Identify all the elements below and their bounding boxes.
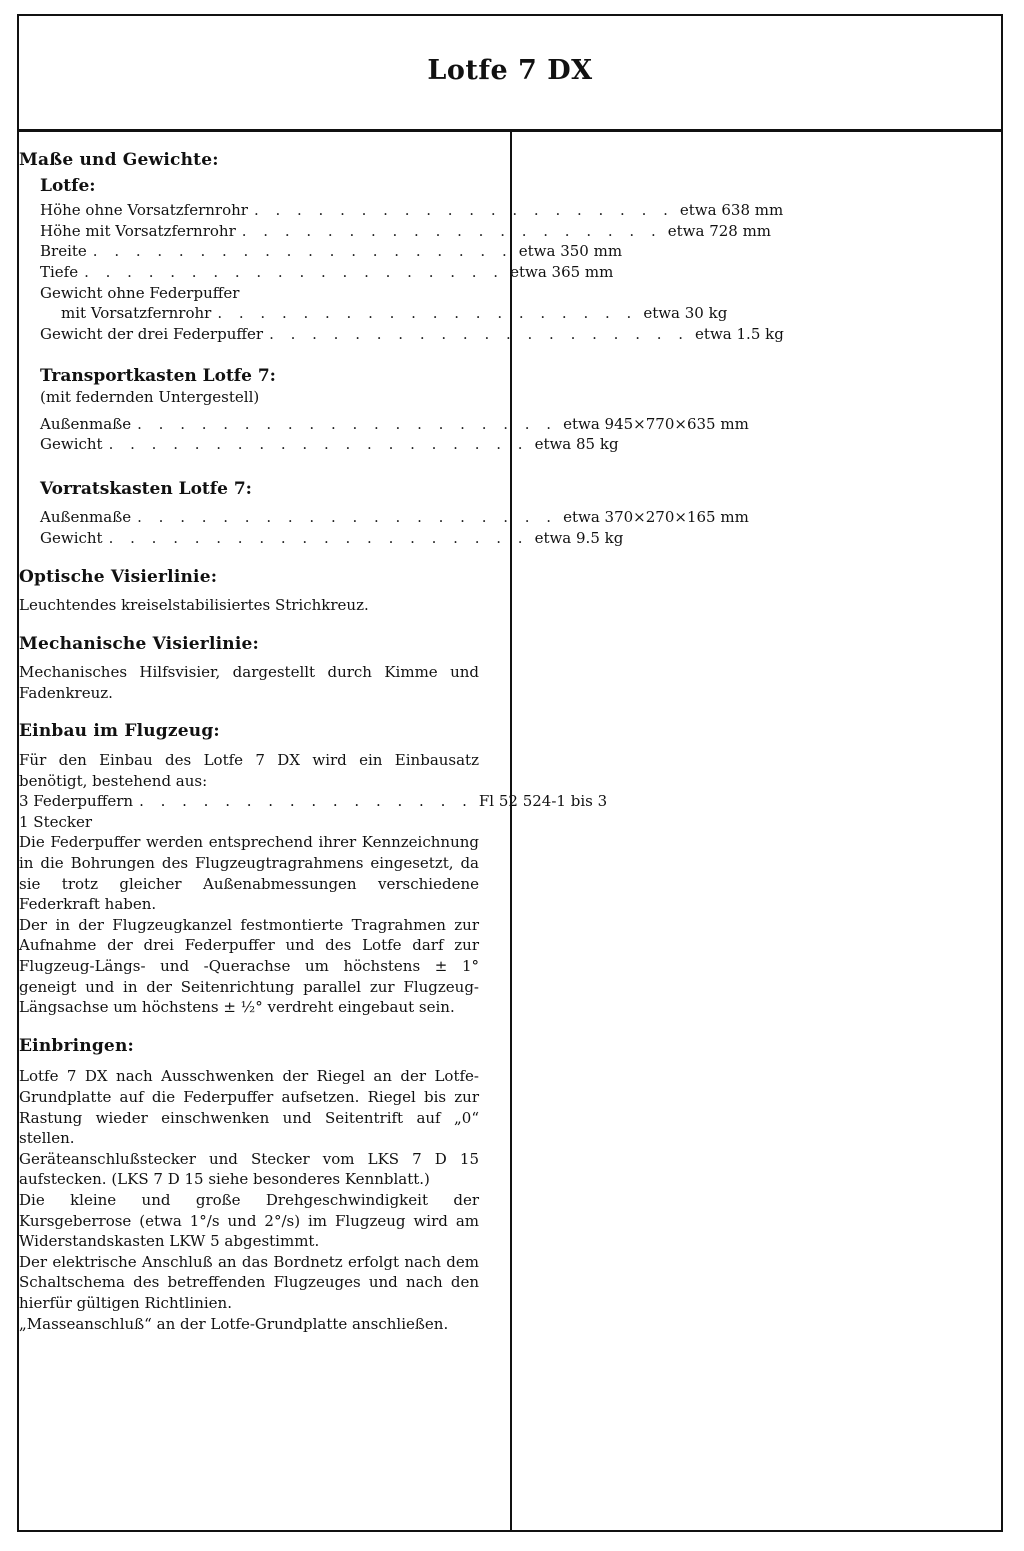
spec-label: Höhe ohne Vorsatzfernrohr xyxy=(40,201,248,220)
leader-dots: . . . . . . . . . . . . . . . . . . . . xyxy=(108,528,529,547)
heading-transportkasten: Transportkasten Lotfe 7: xyxy=(40,366,276,387)
weight-line: Gewicht ohne Federpuffer xyxy=(40,283,240,302)
einbringen-paragraph: Der elektrische Anschluß an das Bordnetz erfolgt nach dem Schaltschema des betreffenden Flugzeuges und nach den hierfür gültigen Richtlinien. xyxy=(19,1252,479,1312)
part-value: Fl 52 524-1 bis 3 xyxy=(478,792,608,811)
einbau-paragraph: Die Federpuffer werden entsprechend ihrer Kennzeichnung in die Bohrungen des Flugzeugtragrahmens eingesetzt, da sie trotz gleicher Außenabmessungen verschiedene Federkraft haben. xyxy=(19,833,479,914)
spec-row xyxy=(40,241,623,262)
spec-label: mit Vorsatzfernrohr xyxy=(61,304,212,323)
spec-value: etwa 85 kg xyxy=(534,435,619,454)
spec-value: etwa 9.5 kg xyxy=(534,528,624,547)
spec-value: etwa 728 mm xyxy=(667,221,772,240)
leader-dots: . . . . . . . . . . . . . . . . . . . . xyxy=(137,508,558,527)
page-title: Lotfe 7 DX xyxy=(427,55,593,86)
spec-value: etwa 350 mm xyxy=(518,242,623,261)
einbringen-paragraph: Lotfe 7 DX nach Ausschwenken der Riegel an der Lotfe-Grundplatte auf die Federpuffer aufsetzen. Riegel bis zur Rastung wieder einschwenken und Seitentrift auf „0“ stellen. xyxy=(19,1067,479,1148)
spec-row xyxy=(40,324,784,345)
left-column xyxy=(19,150,784,1334)
einbau-intro: Für den Einbau des Lotfe 7 DX wird ein Einbausatz benötigt, bestehend aus: xyxy=(19,751,479,790)
spec-row xyxy=(40,303,728,324)
leader-dots: . . . . . . . . . . . . . . . . . . . . xyxy=(241,221,662,240)
leader-dots: . . . . . . . . . . . . . . . . xyxy=(139,792,473,811)
heading-masse: Maße und Gewichte: xyxy=(19,150,219,170)
einbringen-paragraph: „Masseanschluß“ an der Lotfe-Grundplatte anschließen. xyxy=(19,1314,449,1333)
part-line: 1 Stecker xyxy=(19,812,93,831)
spec-label: Gewicht der drei Federpuffer xyxy=(40,324,264,343)
spec-row xyxy=(40,200,784,221)
heading-mechanische-visierlinie: Mechanische Visierlinie: xyxy=(19,633,259,654)
title-band xyxy=(19,16,1001,132)
spec-value: etwa 1.5 kg xyxy=(695,324,784,343)
spec-label: Höhe mit Vorsatzfernrohr xyxy=(40,221,236,240)
parts-row xyxy=(19,791,608,812)
spec-row xyxy=(40,528,624,549)
transport-note: (mit federnden Untergestell) xyxy=(40,387,260,406)
einbringen-paragraph: Geräteanschlußstecker und Stecker vom LKS 7 D 15 aufstecken. (LKS 7 D 15 siehe besonderes Kennblatt.) xyxy=(19,1149,479,1189)
spec-label: Außenmaße xyxy=(40,414,132,433)
spec-value: etwa 370×270×165 mm xyxy=(563,508,749,527)
spec-label: Tiefe xyxy=(40,262,79,281)
leader-dots: . . . . . . . . . . . . . . . . . . . . xyxy=(137,414,558,433)
spec-label: Gewicht xyxy=(40,528,103,547)
spec-value: etwa 30 kg xyxy=(643,304,728,323)
leader-dots: . . . . . . . . . . . . . . . . . . . . xyxy=(92,242,513,261)
heading-optische-visierlinie: Optische Visierlinie: xyxy=(19,566,218,587)
heading-lotfe: Lotfe: xyxy=(40,175,96,196)
spec-value: etwa 638 mm xyxy=(679,201,784,220)
spec-row xyxy=(40,221,772,242)
heading-einbau: Einbau im Flugzeug: xyxy=(19,721,220,742)
leader-dots: . . . . . . . . . . . . . . . . . . . . xyxy=(269,324,690,343)
spec-value: etwa 365 mm xyxy=(510,262,614,281)
spec-label: Breite xyxy=(40,242,87,261)
leader-dots: . . . . . . . . . . . . . . . . . . . . xyxy=(253,201,674,220)
leader-dots: . . . . . . . . . . . . . . . . . . . . xyxy=(108,435,529,454)
heading-einbringen: Einbringen: xyxy=(19,1035,134,1056)
spec-row xyxy=(40,434,619,455)
einbau-paragraph: Der in der Flugzeugkanzel festmontierte Tragrahmen zur Aufnahme der drei Federpuffer und des Lotfe darf zur Flugzeug-Längs- und -Querachse um höchstens ± 1° geneigt und in der Seitenrichtung parallel zur Flugzeug-Längsachse um höchstens ± ½° verdreht eingebaut sein. xyxy=(19,915,479,1017)
spec-row xyxy=(40,262,614,283)
optische-text: Leuchtendes kreiselstabilisiertes Strichkreuz. xyxy=(19,596,369,615)
spec-label: Außenmaße xyxy=(40,508,132,527)
mechanische-text: Mechanisches Hilfsvisier, dargestellt durch Kimme und Fadenkreuz. xyxy=(19,663,479,702)
part-label: 3 Federpuffern xyxy=(19,792,134,811)
einbringen-paragraph: Die kleine und große Drehgeschwindigkeit der Kursgeberrose (etwa 1°/s und 2°/s) im Flugzeug wird am Widerstandskasten LKW 5 abgestimmt. xyxy=(19,1190,479,1251)
spec-row xyxy=(40,414,749,435)
leader-dots: . . . . . . . . . . . . . . . . . . . . xyxy=(217,304,638,323)
leader-dots: . . . . . . . . . . . . . . . . . . . . xyxy=(84,262,505,281)
spec-value: etwa 945×770×635 mm xyxy=(563,414,749,433)
spec-row xyxy=(40,507,749,528)
spec-label: Gewicht xyxy=(40,435,103,454)
heading-vorratskasten: Vorratskasten Lotfe 7: xyxy=(40,478,252,499)
